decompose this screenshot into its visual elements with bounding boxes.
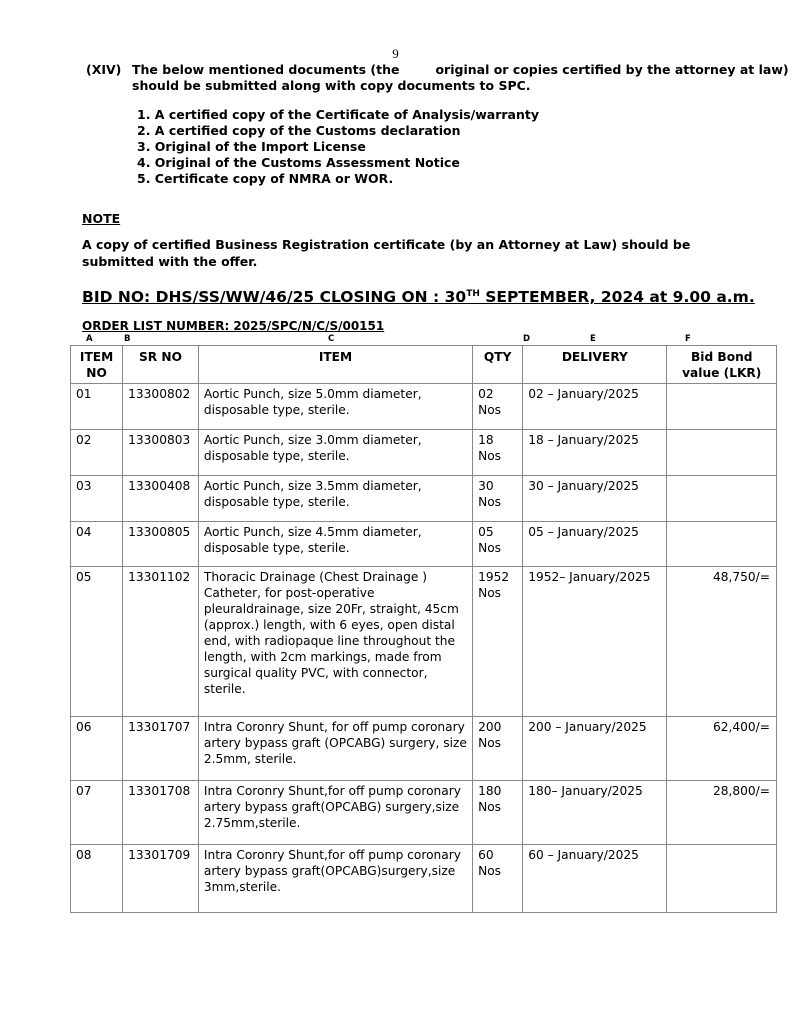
cell-delivery: 30 – January/2025 xyxy=(523,476,667,522)
header-qty: QTY xyxy=(473,346,523,384)
cell-delivery: 180– January/2025 xyxy=(523,781,667,845)
cell-bid-bond xyxy=(667,845,777,913)
document-item: 1. A certified copy of the Certificate of Analysis/warranty xyxy=(137,107,540,122)
document-item: 5. Certificate copy of NMRA or WOR. xyxy=(137,171,394,186)
page-number: 9 xyxy=(392,46,399,61)
column-letter-f: F xyxy=(685,334,691,344)
column-letter-c: C xyxy=(328,334,335,344)
cell-qty: 1952 Nos xyxy=(473,567,523,717)
cell-bid-bond xyxy=(667,522,777,567)
note-text: A copy of certified Business Registration certificate (by an Attorney at Law) should be submitted with the offer. xyxy=(82,237,691,269)
table-row xyxy=(71,567,777,717)
cell-bid-bond: 48,750/= xyxy=(667,567,777,717)
header-item: ITEM xyxy=(198,346,472,384)
cell-item-no: 06 xyxy=(71,717,123,781)
column-letter-e: E xyxy=(590,334,596,344)
cell-qty: 60 Nos xyxy=(473,845,523,913)
table-row xyxy=(71,717,777,781)
table-header-row xyxy=(71,346,777,384)
bid-title xyxy=(82,288,755,306)
cell-item: Intra Coronry Shunt,for off pump coronary artery bypass graft(OPCABG)surgery,size 3mm,sterile. xyxy=(198,845,472,913)
cell-qty: 180 Nos xyxy=(473,781,523,845)
clause-line1-b: original or copies certified by the attorney at law) xyxy=(435,62,789,77)
order-table xyxy=(70,345,777,913)
cell-sr-no: 13301709 xyxy=(123,845,199,913)
note-heading: NOTE xyxy=(82,211,121,226)
cell-sr-no: 13300802 xyxy=(123,384,199,430)
cell-item: Intra Coronry Shunt,for off pump coronary artery bypass graft(OPCABG) surgery,size 2.75mm,sterile. xyxy=(198,781,472,845)
cell-sr-no: 13300803 xyxy=(123,430,199,476)
cell-sr-no: 13300805 xyxy=(123,522,199,567)
cell-item: Aortic Punch, size 4.5mm diameter, disposable type, sterile. xyxy=(198,522,472,567)
clause-label: (XIV) xyxy=(86,62,122,77)
table-row xyxy=(71,781,777,845)
cell-item: Aortic Punch, size 3.0mm diameter, disposable type, sterile. xyxy=(198,430,472,476)
cell-item-no: 07 xyxy=(71,781,123,845)
cell-qty: 18 Nos xyxy=(473,430,523,476)
cell-item-no: 04 xyxy=(71,522,123,567)
required-documents-list xyxy=(137,107,539,187)
cell-item: Thoracic Drainage (Chest Drainage ) Catheter, for post-operative pleuraldrainage, size 20Fr, straight, 45cm (approx.) length, with 6 eyes, open distal end, with radiopaque line throughout the length, with 2cm markings, made from surgical quality PVC, with connector, sterile. xyxy=(198,567,472,717)
cell-qty: 02 Nos xyxy=(473,384,523,430)
column-letter-d: D xyxy=(523,334,531,344)
cell-delivery: 02 – January/2025 xyxy=(523,384,667,430)
header-item-no: ITEM NO xyxy=(71,346,123,384)
cell-item: Aortic Punch, size 3.5mm diameter, disposable type, sterile. xyxy=(198,476,472,522)
cell-sr-no: 13301708 xyxy=(123,781,199,845)
cell-delivery: 05 – January/2025 xyxy=(523,522,667,567)
header-bid-bond: Bid Bond value (LKR) xyxy=(667,346,777,384)
order-list-number: ORDER LIST NUMBER: 2025/SPC/N/C/S/00151 xyxy=(82,319,385,333)
header-delivery: DELIVERY xyxy=(523,346,667,384)
cell-qty: 05 Nos xyxy=(473,522,523,567)
cell-item: Intra Coronry Shunt, for off pump coronary artery bypass graft (OPCABG) surgery, size 2.5mm, sterile. xyxy=(198,717,472,781)
cell-item-no: 01 xyxy=(71,384,123,430)
cell-delivery: 18 – January/2025 xyxy=(523,430,667,476)
header-sr-no: SR NO xyxy=(123,346,199,384)
cell-qty: 200 Nos xyxy=(473,717,523,781)
table-row xyxy=(71,476,777,522)
cell-bid-bond xyxy=(667,476,777,522)
cell-item-no: 03 xyxy=(71,476,123,522)
bid-suffix: SEPTEMBER, 2024 at 9.00 a.m. xyxy=(479,288,755,306)
cell-item-no: 08 xyxy=(71,845,123,913)
cell-item-no: 02 xyxy=(71,430,123,476)
table-row xyxy=(71,384,777,430)
cell-qty: 30 Nos xyxy=(473,476,523,522)
cell-sr-no: 13301102 xyxy=(123,567,199,717)
cell-item-no: 05 xyxy=(71,567,123,717)
table-row xyxy=(71,522,777,567)
cell-bid-bond xyxy=(667,430,777,476)
table-row xyxy=(71,845,777,913)
bid-prefix: BID NO: DHS/SS/WW/46/25 CLOSING ON : 30 xyxy=(82,288,467,306)
clause-line1-a: The below mentioned documents (the xyxy=(132,62,400,77)
bid-sup: TH xyxy=(466,288,480,299)
cell-sr-no: 13300408 xyxy=(123,476,199,522)
cell-bid-bond: 28,800/= xyxy=(667,781,777,845)
document-item: 3. Original of the Import License xyxy=(137,139,366,154)
clause-line2: should be submitted along with copy documents to SPC. xyxy=(132,78,531,93)
cell-delivery: 200 – January/2025 xyxy=(523,717,667,781)
cell-delivery: 60 – January/2025 xyxy=(523,845,667,913)
cell-bid-bond xyxy=(667,384,777,430)
cell-item: Aortic Punch, size 5.0mm diameter, disposable type, sterile. xyxy=(198,384,472,430)
column-letter-b: B xyxy=(124,334,131,344)
document-item: 4. Original of the Customs Assessment Notice xyxy=(137,155,460,170)
cell-sr-no: 13301707 xyxy=(123,717,199,781)
cell-bid-bond: 62,400/= xyxy=(667,717,777,781)
column-letter-a: A xyxy=(86,334,93,344)
table-row xyxy=(71,430,777,476)
cell-delivery: 1952– January/2025 xyxy=(523,567,667,717)
document-item: 2. A certified copy of the Customs declaration xyxy=(137,123,461,138)
clause-text xyxy=(132,62,789,94)
